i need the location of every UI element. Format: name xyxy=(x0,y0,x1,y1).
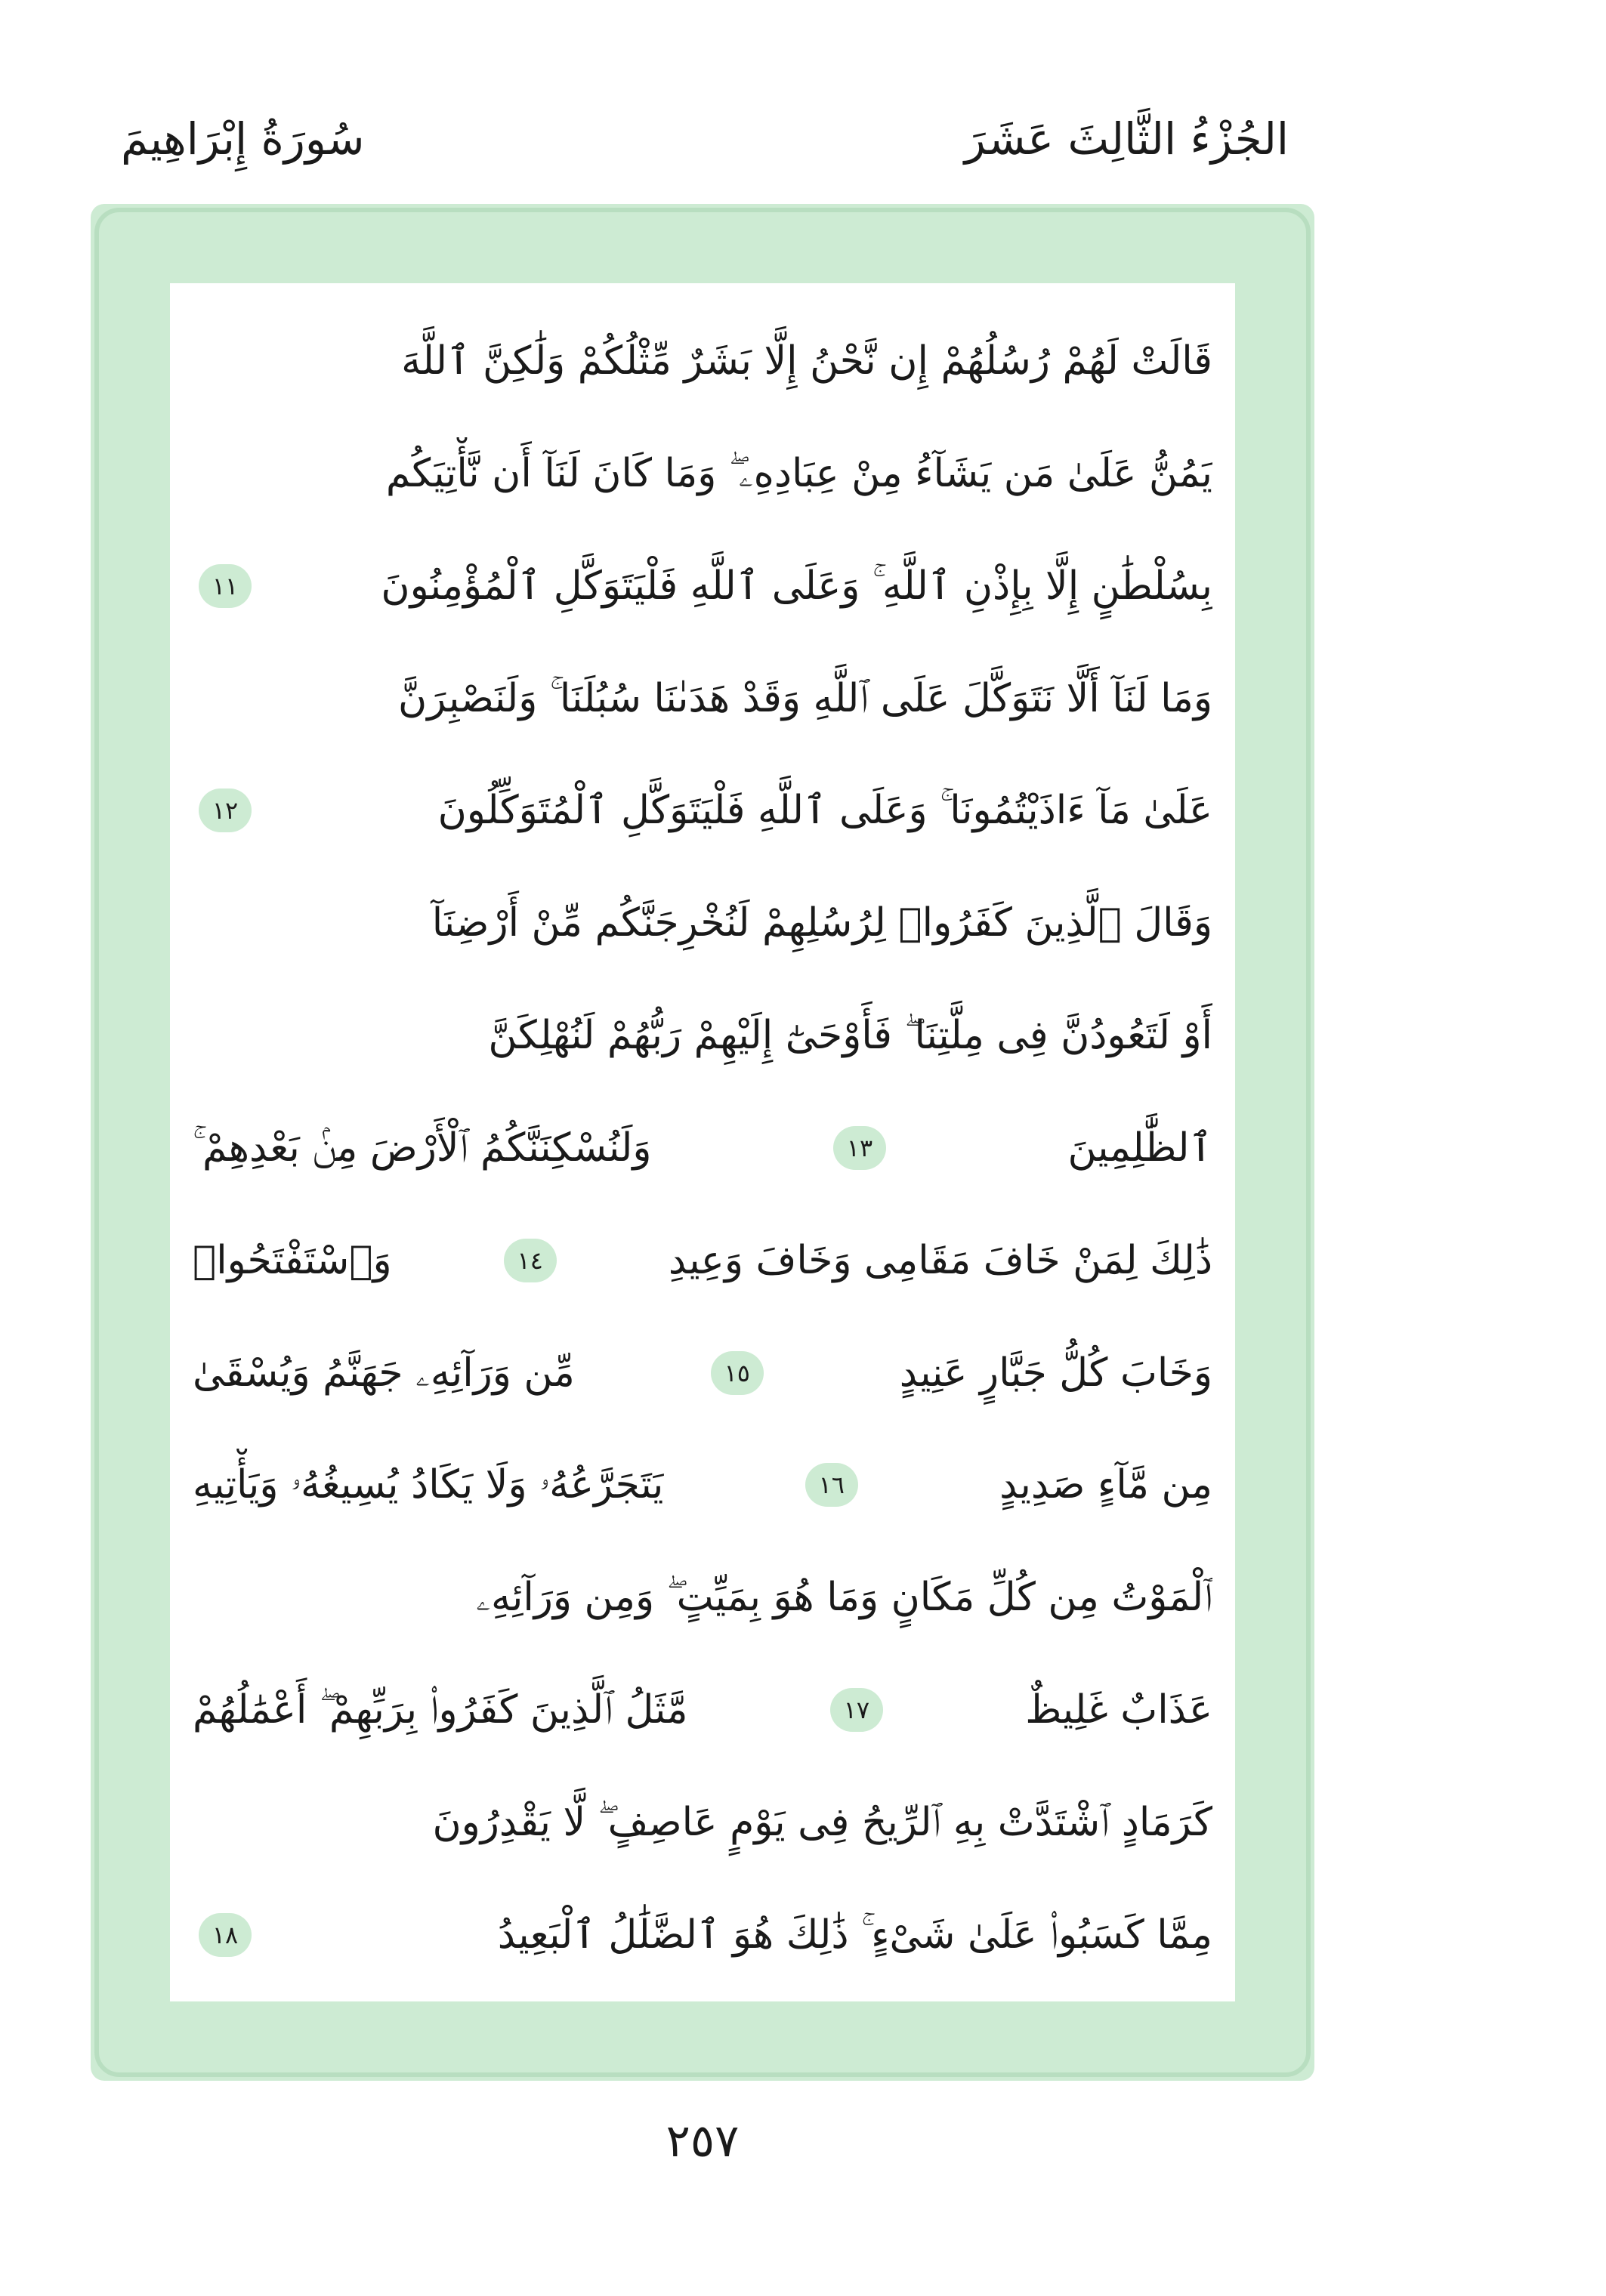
verse-text: مِمَّا كَسَبُوا۟ عَلَىٰ شَىْءٍ ۚ ذَٰلِكَ هُوَ ٱلضَّلَٰلُ ٱلْبَعِيدُ xyxy=(497,1912,1212,1958)
verse-line xyxy=(193,1112,1212,1184)
verse-text: مَّثَلُ ٱلَّذِينَ كَفَرُوا۟ بِرَبِّهِمْ ۖ أَعْمَٰلُهُمْ xyxy=(193,1687,688,1733)
verse-text: وَقَالَ ٱلَّذِينَ كَفَرُوا۟ لِرُسُلِهِمْ لَنُخْرِجَنَّكُم مِّنْ أَرْضِنَآ xyxy=(431,900,1212,946)
ayah-number-marker: ١٨ xyxy=(199,1913,252,1957)
verse-line xyxy=(193,1224,1212,1297)
verse-line xyxy=(193,1899,1212,1971)
verse-text: ٱلظَّٰلِمِينَ xyxy=(1067,1125,1212,1171)
verse-line xyxy=(193,325,1212,397)
ayah-number-marker: ١٢ xyxy=(199,788,252,832)
verse-text: مِن مَّآءٍ صَدِيدٍ xyxy=(999,1462,1212,1508)
verse-text: يَمُنُّ عَلَىٰ مَن يَشَآءُ مِنْ عِبَادِهِۦ ۖ وَمَا كَانَ لَنَآ أَن نَّأْتِيَكُم xyxy=(385,450,1212,496)
verse-line xyxy=(193,887,1212,959)
verse-text: عَذَابٌ غَلِيظٌ xyxy=(1025,1687,1212,1733)
verse-line xyxy=(193,1561,1212,1634)
ayah-number-marker: ١٦ xyxy=(805,1463,858,1507)
verse-text: عَلَىٰ مَآ ءَاذَيْتُمُونَا ۚ وَعَلَى ٱللَّهِ فَلْيَتَوَكَّلِ ٱلْمُتَوَكِّلُونَ xyxy=(437,788,1212,834)
verse-text: كَرَمَادٍ ٱشْتَدَّتْ بِهِ ٱلرِّيحُ فِى يَوْمٍ عَاصِفٍ ۖ لَّا يَقْدِرُونَ xyxy=(432,1799,1212,1845)
verse-text: ٱلْمَوْتُ مِن كُلِّ مَكَانٍ وَمَا هُوَ بِمَيِّتٍ ۖ وَمِن وَرَآئِهِۦ xyxy=(476,1575,1212,1621)
ayah-number-marker: ١٣ xyxy=(833,1126,886,1170)
ayah-number-marker: ١٤ xyxy=(504,1239,557,1282)
verse-line xyxy=(193,550,1212,622)
verse-line xyxy=(193,437,1212,510)
verse-text: ذَٰلِكَ لِمَنْ خَافَ مَقَامِى وَخَافَ وَعِيدِ xyxy=(668,1237,1212,1283)
verse-text: قَالَتْ لَهُمْ رُسُلُهُمْ إِن نَّحْنُ إِلَّا بَشَرٌ مِّثْلُكُمْ وَلَٰكِنَّ ٱللَّهَ xyxy=(401,338,1212,384)
verse-lines xyxy=(193,325,1212,1971)
verse-text: مِّن وَرَآئِهِۦ جَهَنَّمُ وَيُسْقَىٰ xyxy=(193,1350,575,1396)
verse-line xyxy=(193,1449,1212,1521)
verse-text: بِسُلْطَٰنٍ إِلَّا بِإِذْنِ ٱللَّهِ ۚ وَعَلَى ٱللَّهِ فَلْيَتَوَكَّلِ ٱلْمُؤْمِنُونَ xyxy=(381,563,1212,609)
ayah-number-marker: ١١ xyxy=(199,564,252,608)
verse-text: يَتَجَرَّعُهُۥ وَلَا يَكَادُ يُسِيغُهُۥ وَيَأْتِيهِ xyxy=(193,1462,664,1508)
page-number: ٢٥٧ xyxy=(666,2115,740,2168)
verse-line xyxy=(193,999,1212,1072)
text-panel xyxy=(170,283,1235,2001)
verse-text: وَٱسْتَفْتَحُوا۟ xyxy=(193,1237,392,1283)
verse-line xyxy=(193,774,1212,847)
ayah-number-marker: ١٥ xyxy=(711,1351,764,1395)
verse-line xyxy=(193,1674,1212,1746)
verse-line xyxy=(193,1337,1212,1409)
verse-line xyxy=(193,1786,1212,1859)
verse-text: أَوْ لَتَعُودُنَّ فِى مِلَّتِنَا ۖ فَأَوْحَىٰٓ إِلَيْهِمْ رَبُّهُمْ لَنُهْلِكَنَّ xyxy=(488,1013,1212,1059)
verse-text: وَمَا لَنَآ أَلَّا نَتَوَكَّلَ عَلَى ٱللَّهِ وَقَدْ هَدَىٰنَا سُبُلَنَا ۚ وَلَنَصْبِرَنَّ xyxy=(398,675,1212,721)
verse-text: وَخَابَ كُلُّ جَبَّارٍ عَنِيدٍ xyxy=(899,1350,1212,1396)
verse-text: وَلَنُسْكِنَنَّكُمُ ٱلْأَرْضَ مِنۢ بَعْدِهِمْ ۚ xyxy=(193,1125,652,1171)
verse-line xyxy=(193,662,1212,735)
ayah-number-marker: ١٧ xyxy=(830,1688,883,1732)
surah-title: سُورَةُ إِبْرَاهِيمَ xyxy=(121,113,365,165)
juz-title: الجُزْءُ الثَّالِثَ عَشَرَ xyxy=(964,113,1289,165)
